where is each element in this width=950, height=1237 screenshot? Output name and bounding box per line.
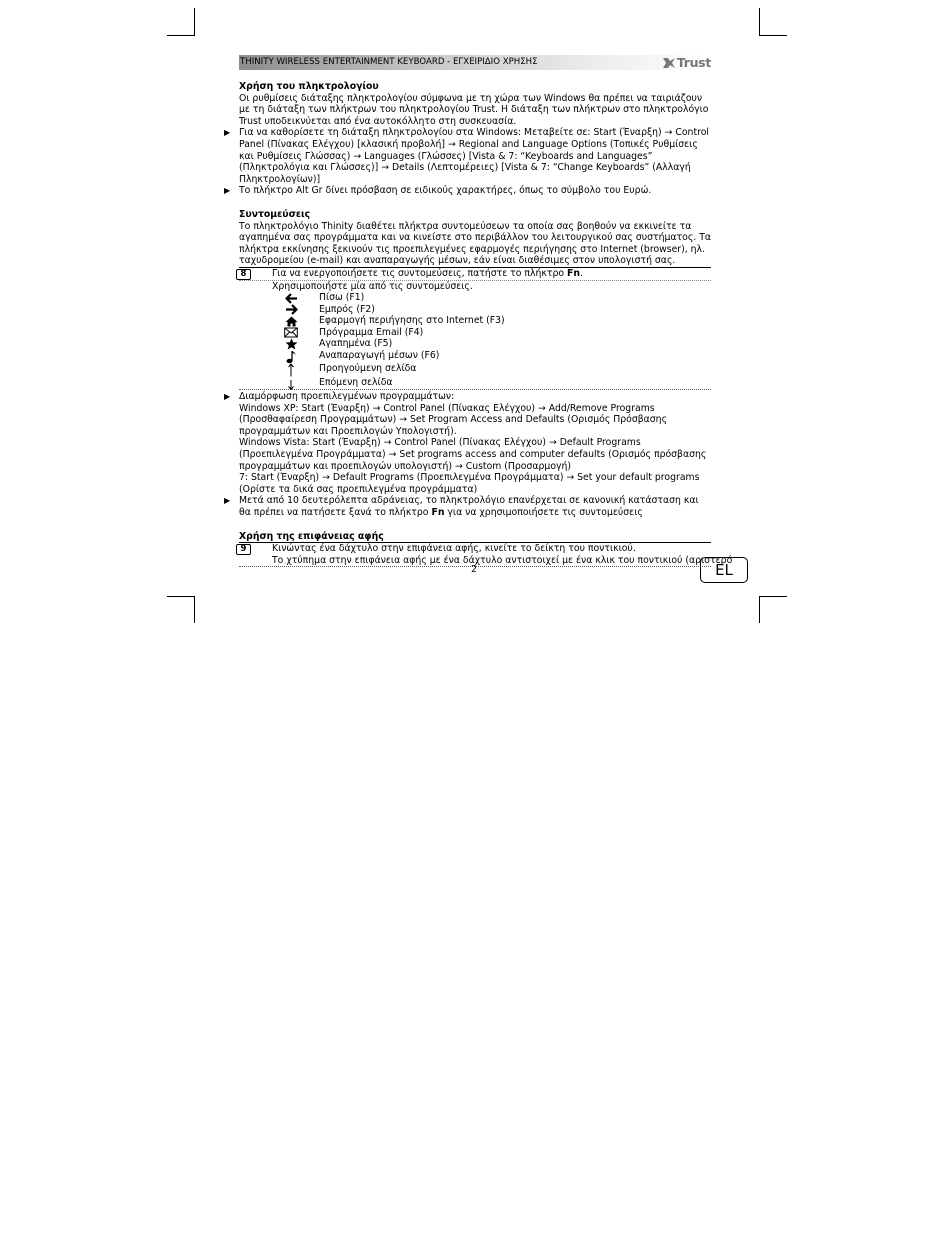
shortcut-label: Πίσω (F1) xyxy=(319,292,365,304)
page-up-arrow-icon xyxy=(284,363,298,377)
shortcut-row xyxy=(239,292,711,304)
shortcut-label: Επόμενη σελίδα xyxy=(319,377,393,389)
shortcut-label: Αναπαραγωγή μέσων (F6) xyxy=(319,350,440,362)
section-title-touchpad: Χρήση της επιφάνειας αφής xyxy=(239,531,711,544)
bullet-altgr xyxy=(224,185,711,197)
step-number-8: 8 xyxy=(236,269,251,280)
step-8-text: Για να ενεργοποιήσετε τις συντομεύσεις, πατήστε το πλήκτρο xyxy=(272,267,565,279)
crop-mark-bottom-right-v xyxy=(759,596,760,623)
shortcut-label: Προηγούμενη σελίδα xyxy=(319,363,417,375)
shortcut-row xyxy=(239,304,711,316)
shortcut-row xyxy=(239,338,711,350)
step-9-sub-text: Το χτύπημα στην επιφάνεια αφής με ένα δάχτυλο αντιστοιχεί με ένα κλικ του ποντικιού (αριστερό xyxy=(272,554,733,566)
step-8-end: . xyxy=(580,267,583,279)
bullet-layout xyxy=(224,127,711,185)
language-badge: EL xyxy=(700,557,748,583)
bullet-altgr-text: Το πλήκτρο Alt Gr δίνει πρόσβαση σε ειδικούς χαρακτήρες, όπως το σύμβολο του Ευρώ. xyxy=(239,185,652,197)
crop-mark-top-right-v xyxy=(759,8,760,35)
default-programs-title: Διαμόρφωση προεπιλεγμένων προγραμμάτων: xyxy=(239,391,455,403)
bullet-arrow-icon: ▶ xyxy=(224,392,231,402)
page-number: 2 xyxy=(471,564,478,575)
section-title-shortcuts: Συντομεύσεις xyxy=(239,208,311,220)
step-8-key: Fn xyxy=(567,267,581,279)
bullet-arrow-icon: ▶ xyxy=(224,496,231,506)
star-icon xyxy=(284,338,298,350)
page-header xyxy=(239,55,711,70)
idle-text xyxy=(239,495,711,518)
forward-arrow-icon xyxy=(284,304,298,316)
idle-text-a: Μετά από 10 δευτερόλεπτα αδράνειας, το πληκτρολόγιο επανέρχεται σε κανονική κατάσταση και θα πρέπει να πατήσετε ξανά το πλήκτρο xyxy=(239,495,699,518)
step-9-text: Κινώντας ένα δάχτυλο στην επιφάνεια αφής, κινείτε το δείκτη του ποντικιού. xyxy=(272,543,636,555)
shortcut-label: Εφαρμογή περιήγησης στο Internet (F3) xyxy=(319,315,505,327)
music-note-icon xyxy=(284,350,298,364)
mail-icon xyxy=(284,327,298,339)
shortcut-row xyxy=(239,315,711,327)
crop-mark-bottom-left-v xyxy=(194,596,195,623)
windows-xp-text: Windows XP: Start (Έναρξη) → Control Panel (Πίνακας Ελέγχου) → Add/Remove Programs (Προσθαφαίρεση Προγραμμάτων) → Set Program Access and Defaults (Ορισμός Πρόσβασης προγραμμάτων και Προεπιλογών Υπολογιστή). xyxy=(239,402,668,437)
shortcut-row xyxy=(239,350,711,363)
trust-logo-text: Trust xyxy=(676,54,711,70)
step-number-9: 9 xyxy=(236,544,251,555)
shortcut-label: Αγαπημένα (F5) xyxy=(319,338,393,350)
step-8-block xyxy=(239,267,711,390)
bullet-idle xyxy=(224,495,711,518)
crop-mark-top-right-h xyxy=(759,35,787,36)
back-arrow-icon xyxy=(284,292,298,304)
bullet-arrow-icon: ▶ xyxy=(224,128,231,138)
shortcut-row xyxy=(239,327,711,339)
idle-text-b: για να χρησιμοποιήσετε τις συντομεύσεις xyxy=(447,507,643,518)
shortcut-row xyxy=(239,363,711,377)
windows-7-text: 7: Start (Έναρξη) → Default Programs (Προεπιλεγμένα Προγράμματα) → Set your default programs (Ορίστε τα δικά σας προεπιλεγμένα προγράμματα) xyxy=(239,472,700,495)
section-title-keyboard: Χρήση του πληκτρολογίου xyxy=(239,81,379,92)
bullet-layout-text: Για να καθορίσετε τη διάταξη πληκτρολογίου στα Windows: Μεταβείτε σε: Start (Έναρξη) → Control Panel (Πίνακας Ελέγχου) [κλασική προβολή] → Regional and Language Options (Τοπικές Ρυθμίσεις και Ρυθμίσεις Γλώσσας) → Languages (Γλώσσες) [Vista & 7: “Keyboards and Languages” (Πληκτρολόγια και Γλώσσες)] → Details (Λεπτομέρειες) [Vista & 7: “Change Keyboards” (Αλλαγή Πληκτρολογίων)] xyxy=(239,127,709,185)
section-keyboard xyxy=(224,81,711,197)
bullet-arrow-icon: ▶ xyxy=(224,186,231,196)
idle-key: Fn xyxy=(431,507,445,518)
shortcut-row xyxy=(239,377,711,389)
section-touchpad xyxy=(239,530,733,568)
shortcut-label: Πρόγραμμα Email (F4) xyxy=(319,326,424,338)
trust-logo xyxy=(662,55,711,70)
step-9-line xyxy=(239,543,711,555)
crop-mark-bottom-right-h xyxy=(759,596,787,597)
step-8-sub: Χρησιμοποιήστε μία από τις συντομεύσεις. xyxy=(239,280,711,293)
home-icon xyxy=(284,315,298,327)
header-title: THINITY WIRELESS ENTERTAINMENT KEYBOARD - ΕΓΧΕΙΡΙΔΙΟ ΧΡΗΣΗΣ xyxy=(240,57,538,67)
crop-mark-top-left-h xyxy=(167,35,195,36)
crop-mark-top-left-v xyxy=(194,8,195,35)
trust-logo-mark-icon xyxy=(662,57,676,69)
manual-page xyxy=(224,54,733,567)
bullet-default-programs xyxy=(224,391,711,403)
step-8-line xyxy=(239,268,711,280)
section-shortcuts xyxy=(224,208,711,519)
windows-vista-text: Windows Vista: Start (Έναρξη) → Control Panel (Πίνακας Ελέγχου) → Default Programs (Προεπιλεγμένα Προγράμματα) → Set programs access and computer defaults (Ορισμός πρόσβασης προγραμμάτων και προεπιλογών υπολογιστή) → Custom (Προσαρμογή) xyxy=(239,437,707,472)
shortcuts-intro: Το πληκτρολόγιο Thinity διαθέτει πλήκτρα συντομεύσεων τα οποία σας βοηθούν να εκκινείτε τα αγαπημένα σας προγράμματα και να κινείστε στο περιβάλλον του λειτουργικού σας συστήματος. Τα πλήκτρα εκκίνησης ξεκινούν τις προεπιλεγμένες εφαρμογές περιήγησης στο Internet (browser), ηλ. ταχυδρομείου (e-mail) και αναπαραγωγής μέσων, εάν είναι διαθέσιμες στον υπολογιστή σας. xyxy=(239,220,711,267)
page-down-arrow-icon xyxy=(284,379,298,391)
crop-mark-bottom-left-h xyxy=(167,596,195,597)
shortcut-label: Εμπρός (F2) xyxy=(319,303,375,315)
keyboard-intro: Οι ρυθμίσεις διάταξης πληκτρολογίου σύμφωνα με τη χώρα των Windows θα πρέπει να ταιριάζουν με τη διάταξη των πλήκτρων του πληκτρολογίου Trust. Η διάταξη των πλήκτρων στο πληκτρολόγιο Trust υποδεικνύεται από ένα αυτοκόλλητο στη συσκευασία. xyxy=(239,92,709,127)
